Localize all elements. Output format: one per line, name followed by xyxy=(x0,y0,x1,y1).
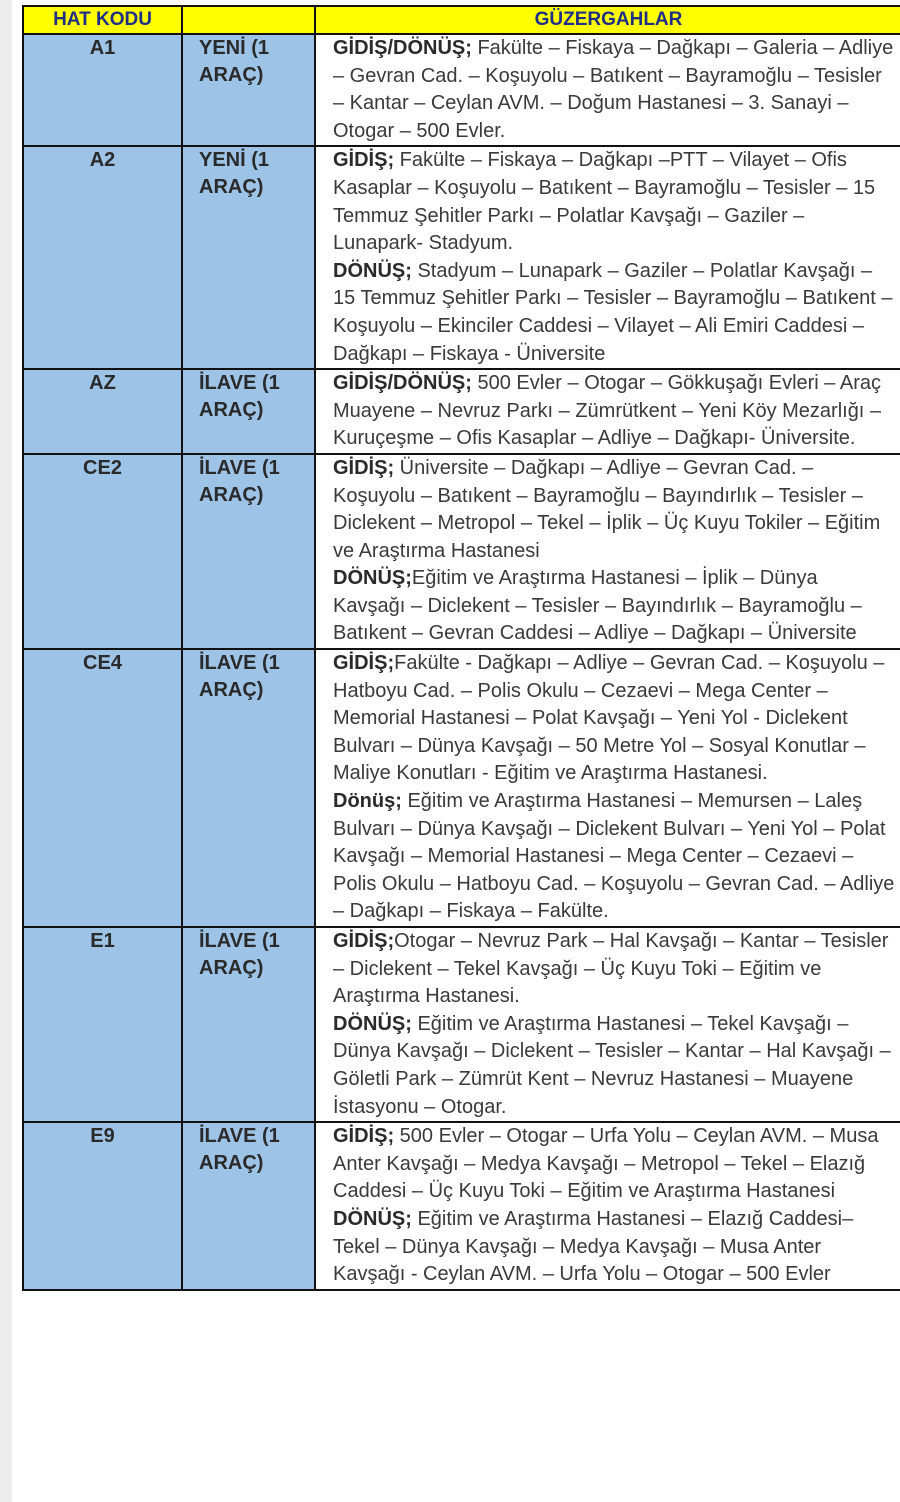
line-type xyxy=(182,927,315,1122)
route-stops: 500 Evler – Otogar – Gökkuşağı Evleri – Araç Muayene – Nevruz Parkı – Zümrütkent – Yeni Köy Mezarlığı – Kuruçeşme – Ofis Kasaplar – Adliye – Dağkapı- Üniversite. xyxy=(333,372,882,450)
line-type-line2: ARAÇ) xyxy=(199,679,264,702)
route-stops: Eğitim ve Araştırma Hastanesi – İplik – Dünya Kavşağı – Diclekent – Tesisler – Bayındırlık – Bayramoğlu – Batıkent – Gevran Caddesi – Adliye – Dağkapı – Üniversite xyxy=(333,567,862,645)
line-type xyxy=(182,34,315,146)
line-code: E9 xyxy=(23,1122,182,1290)
route-stops: Üniversite – Dağkapı – Adliye – Gevran Cad. – Koşuyolu – Batıkent – Bayramoğlu – Bayındırlık – Tesisler – Diclekent – Metropol – Tekel – İplik – Üç Kuyu Tokiler – Eğitim ve Araştırma Hastanesi xyxy=(333,456,881,562)
route-segment xyxy=(333,565,895,648)
route-segment xyxy=(333,1011,895,1121)
route-stops: Otogar – Nevruz Park – Hal Kavşağı – Kantar – Tesisler – Diclekent – Tekel Kavşağı – Üç Kuyu Toki – Eğitim ve Araştırma Hastanesi. xyxy=(333,930,889,1008)
line-code: A2 xyxy=(23,146,182,369)
line-type xyxy=(182,369,315,454)
route-segment xyxy=(333,650,895,788)
table-body xyxy=(23,34,900,1290)
line-type-line1: YENİ (1 xyxy=(199,149,270,172)
line-code: E1 xyxy=(23,927,182,1122)
table-row xyxy=(23,1122,900,1290)
route-direction-label: Dönüş; xyxy=(333,790,402,813)
route-direction-label: GİDİŞ/DÖNÜŞ; xyxy=(333,372,472,395)
line-code: CE2 xyxy=(23,454,182,649)
route-segment xyxy=(333,788,895,926)
route-segment xyxy=(333,35,895,145)
route-segment xyxy=(333,370,895,453)
line-type-line2: ARAÇ) xyxy=(199,957,264,979)
line-type-line1: YENİ (1 xyxy=(199,37,270,59)
header-line-code: HAT KODU xyxy=(23,6,182,34)
line-type xyxy=(182,649,315,927)
table-row xyxy=(23,454,900,649)
route-segment xyxy=(333,1123,895,1206)
route-direction-label: GİDİŞ/DÖNÜŞ; xyxy=(333,37,472,59)
route-direction-label: GİDİŞ; xyxy=(333,456,395,479)
table-row xyxy=(23,34,900,146)
table-row xyxy=(23,649,900,927)
line-code: A1 xyxy=(23,34,182,146)
line-type-line1: İLAVE (1 xyxy=(199,456,280,479)
page-left-margin xyxy=(0,0,12,1502)
line-type-line2: ARAÇ) xyxy=(199,64,264,86)
line-code: CE4 xyxy=(23,649,182,927)
route-description xyxy=(315,369,900,454)
route-stops: Eğitim ve Araştırma Hastanesi – Memursen – Laleş Bulvarı – Dünya Kavşağı – Diclekent Bulvarı – Yeni Yol – Polat Kavşağı – Memorial Hastanesi – Mega Center – Cezaevi – Polis Okulu – Hatboyu Cad. – Koşuyolu – Gevran Cad. – Adliye – Dağkapı – Fiskaya – Fakülte. xyxy=(333,790,895,923)
table-row xyxy=(23,146,900,369)
line-type-line1: İLAVE (1 xyxy=(199,1125,280,1148)
route-description xyxy=(315,454,900,649)
route-description xyxy=(315,649,900,927)
route-description xyxy=(315,34,900,146)
route-direction-label: DÖNÜŞ; xyxy=(333,259,412,282)
route-direction-label: GİDİŞ; xyxy=(333,1125,395,1148)
route-direction-label: DÖNÜŞ; xyxy=(333,1012,412,1035)
line-type-line2: ARAÇ) xyxy=(199,1152,264,1175)
line-type-line2: ARAÇ) xyxy=(199,399,264,422)
route-stops: Eğitim ve Araştırma Hastanesi – Tekel Kavşağı – Dünya Kavşağı – Diclekent – Tesisler – Kantar – Hal Kavşağı – Göletli Park – Zümrüt Kent – Nevruz Hastanesi – Muayene İstasyonu – Otogar. xyxy=(333,1012,891,1118)
route-direction-label: DÖNÜŞ; xyxy=(333,1207,412,1230)
route-stops: Eğitim ve Araştırma Hastanesi – Elazığ Caddesi– Tekel – Dünya Kavşağı – Medya Kavşağı – Musa Anter Kavşağı - Ceylan AVM. – Urfa Yolu – Otogar – 500 Evler xyxy=(333,1207,854,1286)
route-table xyxy=(22,5,900,1291)
line-code: AZ xyxy=(23,369,182,454)
route-stops: Fakülte – Fiskaya – Dağkapı – Galeria – Adliye – Gevran Cad. – Koşuyolu – Batıkent – Bayramoğlu – Tesisler – Kantar – Ceylan AVM. – Doğum Hastanesi – 3. Sanayi – Otogar – 500 Evler. xyxy=(333,37,894,142)
table-header-row xyxy=(23,6,900,34)
line-type xyxy=(182,146,315,369)
line-type-line1: İLAVE (1 xyxy=(199,930,280,952)
route-direction-label: GİDİŞ; xyxy=(333,149,395,172)
line-type-line1: İLAVE (1 xyxy=(199,372,280,395)
route-direction-label: DÖNÜŞ; xyxy=(333,567,412,590)
route-stops: 500 Evler – Otogar – Urfa Yolu – Ceylan AVM. – Musa Anter Kavşağı – Medya Kavşağı – Metropol – Tekel – Elazığ Caddesi – Üç Kuyu Toki – Eğitim ve Araştırma Hastanesi xyxy=(333,1125,879,1203)
route-description xyxy=(315,927,900,1122)
line-type-line1: İLAVE (1 xyxy=(199,652,280,675)
line-type-line2: ARAÇ) xyxy=(199,176,264,199)
table-row xyxy=(23,369,900,454)
line-type xyxy=(182,1122,315,1290)
header-routes: GÜZERGAHLAR xyxy=(315,6,900,34)
header-line-type xyxy=(182,6,315,34)
route-description xyxy=(315,1122,900,1290)
route-stops: Fakülte – Fiskaya – Dağkapı –PTT – Vilayet – Ofis Kasaplar – Koşuyolu – Batıkent – Bayramoğlu – Tesisler – 15 Temmuz Şehitler Parkı – Polatlar Kavşağı – Gaziler – Lunapark- Stadyum. xyxy=(333,149,876,255)
route-segment xyxy=(333,1206,895,1289)
route-description xyxy=(315,146,900,369)
route-segment xyxy=(333,147,895,257)
route-segment xyxy=(333,455,895,565)
route-segment xyxy=(333,258,895,368)
route-direction-label: GİDİŞ; xyxy=(333,652,395,675)
line-type-line2: ARAÇ) xyxy=(199,483,264,506)
route-stops: Fakülte - Dağkapı – Adliye – Gevran Cad. – Koşuyolu – Hatboyu Cad. – Polis Okulu – Cezaevi – Mega Center – Memorial Hastanesi – Polat Kavşağı – Yeni Yol - Diclekent Bulvarı – Dünya Kavşağı – 50 Metre Yol – Sosyal Konutlar – Maliye Konutları - Eğitim ve Araştırma Hastanesi. xyxy=(333,652,885,785)
table-row xyxy=(23,927,900,1122)
route-stops: Stadyum – Lunapark – Gaziler – Polatlar Kavşağı – 15 Temmuz Şehitler Parkı – Tesisler – Bayramoğlu – Batıkent – Koşuyolu – Ekinciler Caddesi – Vilayet – Ali Emiri Caddesi – Dağkapı – Fiskaya - Üniversite xyxy=(333,259,893,365)
line-type xyxy=(182,454,315,649)
route-direction-label: GİDİŞ; xyxy=(333,930,395,952)
route-segment xyxy=(333,928,895,1011)
